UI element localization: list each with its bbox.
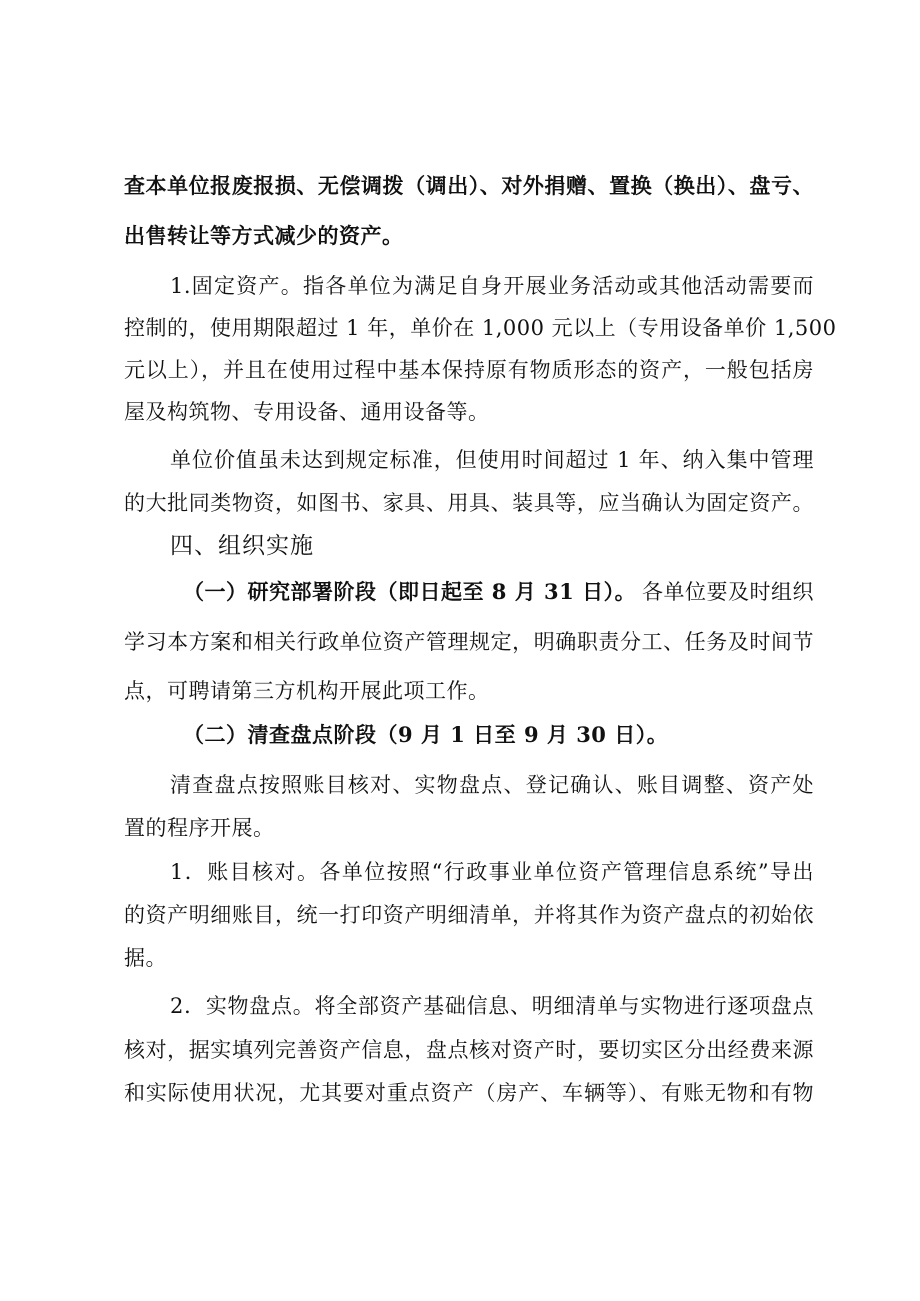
- paragraph-line: 查本单位报废报损、无偿调拨（调出）、对外捐赠、置换（换出）、盘亏、: [124, 173, 814, 198]
- paragraph-line: 和实际使用状况，尤其要对重点资产（房产、车辆等）、有账无物和有物: [124, 1081, 814, 1105]
- paragraph-line: 核对，据实填列完善资产信息，盘点核对资产时，要切实区分出经费来源: [124, 1038, 814, 1062]
- paragraph-line: 2．实物盘点。将全部资产基础信息、明细清单与实物进行逐项盘点: [170, 994, 814, 1018]
- paragraph-line: 各单位要及时组织: [642, 580, 814, 604]
- paragraph-line: 的资产明细账目，统一打印资产明细清单，并将其作为资产盘点的初始依: [124, 903, 814, 927]
- sub-heading: （一）研究部署阶段（即日起至 8 月 31 日）。: [183, 579, 637, 604]
- paragraph-line: 学习本方案和相关行政单位资产管理规定，明确职责分工、任务及时间节: [124, 630, 814, 654]
- paragraph-line: 1.固定资产。指各单位为满足自身开展业务活动或其他活动需要而: [170, 274, 814, 298]
- paragraph-line: 据。: [124, 946, 167, 970]
- paragraph-line: 元以上），并且在使用过程中基本保持原有物质形态的资产，一般包括房: [124, 358, 814, 382]
- sub-heading: （二）清查盘点阶段（9 月 1 日至 9 月 30 日）。: [183, 722, 669, 747]
- paragraph-line: 置的程序开展。: [124, 816, 275, 840]
- paragraph-line: 控制的，使用期限超过 1 年，单价在 1,000 元以上（专用设备单价 1,500: [124, 316, 837, 340]
- paragraph-line: 出售转让等方式减少的资产。: [124, 223, 404, 248]
- paragraph-line: 单位价值虽未达到规定标准，但使用时间超过 1 年、纳入集中管理: [170, 448, 814, 472]
- paragraph-line: 点，可聘请第三方机构开展此项工作。: [124, 679, 490, 703]
- paragraph-line: 屋及构筑物、专用设备、通用设备等。: [124, 400, 490, 424]
- paragraph-line: 的大批同类物资，如图书、家具、用具、装具等，应当确认为固定资产。: [124, 491, 814, 515]
- section-heading: 四、组织实施: [170, 533, 314, 559]
- paragraph-line: 清查盘点按照账目核对、实物盘点、登记确认、账目调整、资产处: [170, 773, 814, 797]
- paragraph-line: 1．账目核对。各单位按照“行政事业单位资产管理信息系统”导出: [170, 860, 814, 884]
